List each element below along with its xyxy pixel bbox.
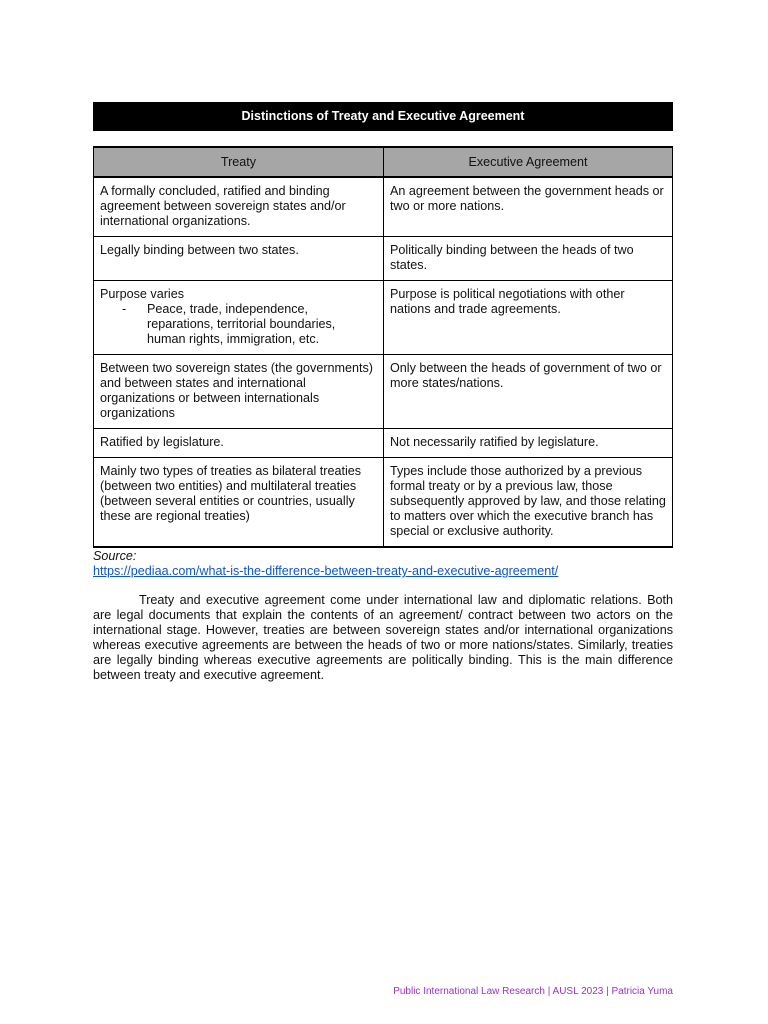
body-paragraph: Treaty and executive agreement come under international law and diplomatic relations. Both are legal documents that explain the contents of an agreement/ contract between two actors on the international stage. However, treaties are between sovereign states and/or international organizations whereas executive agreements are between the heads of two or more nations/states. Similarly, treaties are legally binding whereas executive agreements are politically binding. This is the main difference between treaty and executive agreement. — [93, 593, 673, 682]
header-treaty: Treaty — [94, 147, 384, 177]
treaty-cell — [94, 281, 384, 355]
executive-cell: Only between the heads of government of two or more states/nations. — [384, 355, 673, 429]
table-row — [94, 281, 673, 355]
treaty-bullet-item — [122, 302, 377, 347]
treaty-cell: Legally binding between two states. — [94, 237, 384, 281]
table-row — [94, 237, 673, 281]
source-link[interactable]: https://pediaa.com/what-is-the-difference-between-treaty-and-executive-agreement/ — [93, 564, 559, 578]
bullet-marker: - — [122, 302, 127, 316]
document-page — [93, 102, 673, 696]
table-row — [94, 429, 673, 458]
table-title: Distinctions of Treaty and Executive Agreement — [93, 102, 673, 131]
treaty-cell-text: Purpose varies — [100, 287, 184, 301]
executive-cell: Not necessarily ratified by legislature. — [384, 429, 673, 458]
page-footer: Public International Law Research | AUSL 2023 | Patricia Yuma — [393, 986, 673, 997]
comparison-table — [93, 146, 673, 548]
table-row — [94, 355, 673, 429]
header-executive-agreement: Executive Agreement — [384, 147, 673, 177]
source-label: Source: — [93, 549, 137, 563]
executive-cell: An agreement between the government heads or two or more nations. — [384, 177, 673, 237]
table-header-row — [94, 147, 673, 177]
table-row — [94, 458, 673, 548]
bullet-text: Peace, trade, independence, reparations, territorial boundaries, human rights, immigration, etc. — [147, 302, 336, 346]
treaty-cell: Mainly two types of treaties as bilateral treaties (between two entities) and multilateral treaties (between several entities or countries, usually these are regional treaties) — [94, 458, 384, 548]
treaty-cell: A formally concluded, ratified and binding agreement between sovereign states and/or international organizations. — [94, 177, 384, 237]
executive-cell: Types include those authorized by a previous formal treaty or by a previous law, those subsequently approved by law, and those relating to matters over which the executive branch has special or exclusive authority. — [384, 458, 673, 548]
treaty-cell: Between two sovereign states (the governments) and between states and international organizations or between internationals organizations — [94, 355, 384, 429]
treaty-cell: Ratified by legislature. — [94, 429, 384, 458]
executive-cell: Politically binding between the heads of two states. — [384, 237, 673, 281]
table-row — [94, 177, 673, 237]
executive-cell: Purpose is political negotiations with other nations and trade agreements. — [384, 281, 673, 355]
source-citation — [93, 549, 673, 579]
